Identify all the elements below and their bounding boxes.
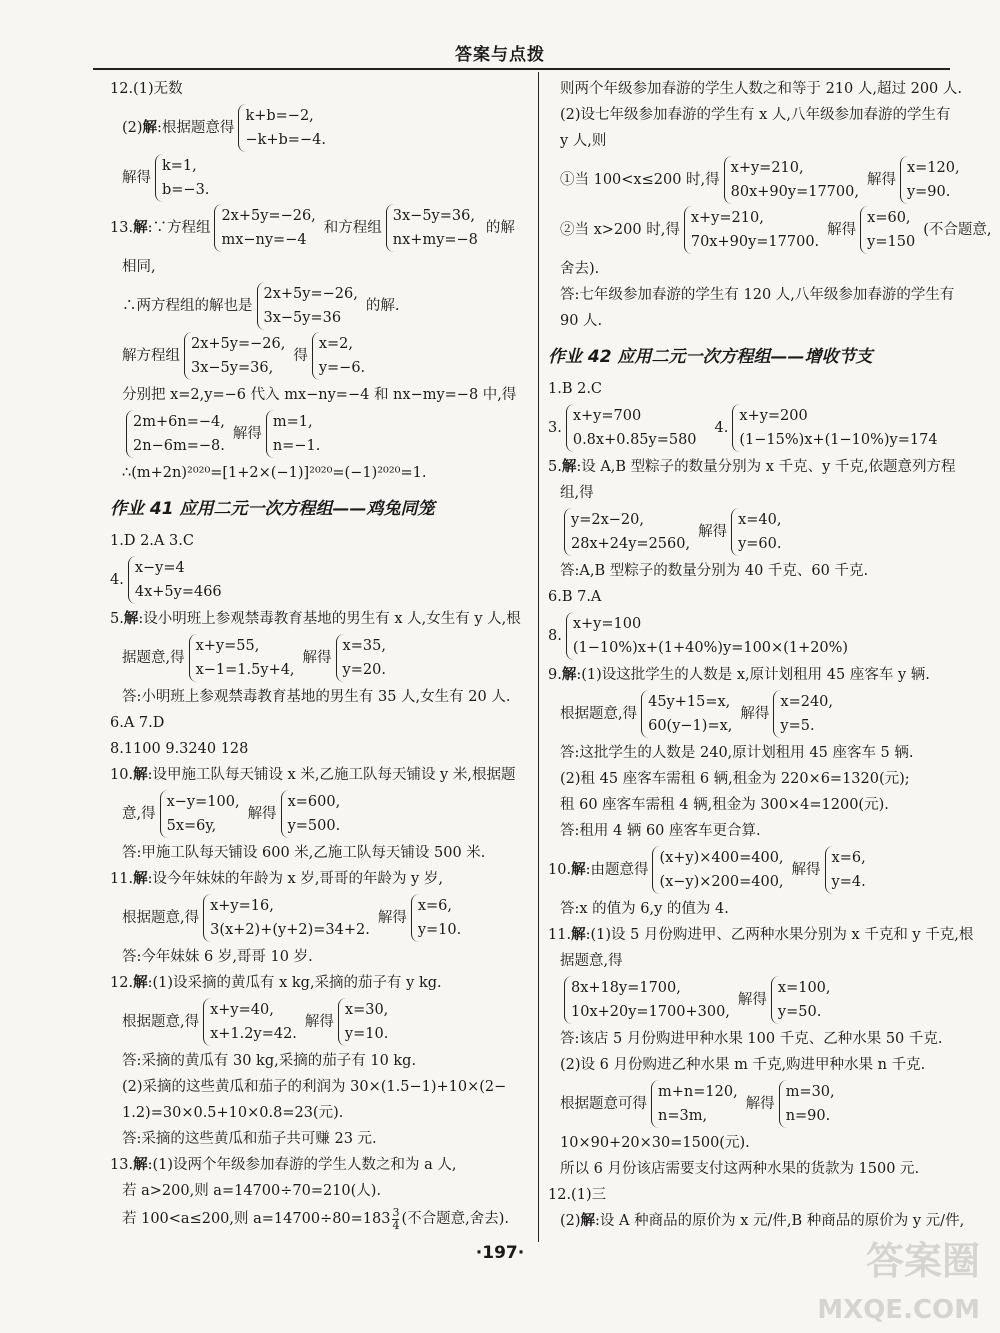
equation-system: x=60, y=150	[860, 206, 919, 254]
q13-step: 解方程组 2x+5y=−26, 3x−5y=36, 得 x=2, y=−6.	[110, 332, 530, 380]
equation-system: y=2x−20, 28x+24y=2560,	[564, 508, 694, 556]
equation-system: x=40, y=60.	[731, 508, 785, 556]
answer-text: 答:七年级参加春游的学生有 120 人,八年级参加春游的学生有	[560, 287, 955, 303]
answer-text: 所以 6 月份该店需要支付这两种水果的货款为 1500 元.	[560, 1161, 920, 1177]
answer-text: 据题意,得	[560, 953, 623, 969]
answer-9-eq: 根据题意,得 45y+15=x, 60(y−1)=x, 解得 x=240, y=5.	[548, 690, 968, 738]
answer-text: 答:该店 5 月份购进甲种水果 100 千克、乙种水果 50 千克.	[560, 1031, 943, 1047]
equation-system: 2m+6n=−4, 2n−6m=−8.	[126, 410, 229, 458]
q13-text: 相同,	[122, 259, 156, 275]
answer-11-eq: 8x+18y=1700, 10x+20y=1700+300, 解得 x=100, y=50.	[548, 976, 968, 1024]
q12-solution: 解得 k=1, b=−3.	[110, 154, 530, 202]
equation-system: 8x+18y=1700, 10x+20y=1700+300,	[564, 976, 734, 1024]
answer-text: 答:小明班上参观禁毒教育基地的男生有 35 人,女生有 20 人.	[122, 689, 511, 705]
answer-4: 4. x−y=4 4x+5y=466	[110, 556, 530, 604]
answer-text: 答:租用 4 辆 60 座客车更合算.	[560, 823, 761, 839]
answer-12-part2: (2)解:设 A 种商品的原价为 x 元/件,B 种商品的原价为 y 元/件,	[560, 1212, 965, 1229]
answer-8: 8. x+y=100 (1−10%)x+(1+40%)y=100×(1+20%)	[548, 612, 968, 660]
equation-system: x+y=55, x−1=1.5y+4,	[189, 634, 299, 682]
q13-intro: 13. 解 :∵方程组 2x+5y=−26, mx−ny=−4 和方程组 3x−5y=36, nx+my=−8 的解	[110, 204, 530, 252]
right-column	[548, 76, 992, 1234]
answer-text: 则两个年级参加春游的学生人数之和等于 210 人,超过 200 人.	[560, 81, 963, 97]
answer-line: 1.D 2.A 3.C	[110, 533, 194, 549]
equation-system: x+y=16, 3(x+2)+(y+2)=34+2.	[203, 894, 374, 942]
header-rule	[93, 68, 950, 70]
equation-system: 45y+15=x, 60(y−1)=x,	[641, 690, 736, 738]
answer-text: 答:采摘的这些黄瓜和茄子共可赚 23 元.	[122, 1131, 377, 1147]
equation-system: x=2, y=−6.	[312, 332, 369, 380]
equation-system: m=30, n=90.	[779, 1080, 839, 1128]
equation-system: x=35, y=20.	[336, 634, 390, 682]
answer-text: 答:x 的值为 6,y 的值为 4.	[560, 901, 729, 917]
equation-system: m+n=120, n=3m,	[651, 1080, 742, 1128]
watermark-logo: 答案圈 MXQE.COM	[817, 1239, 980, 1325]
page-number: ·197·	[475, 1243, 525, 1263]
answer-text: 答:这批学生的人数是 240,原计划租用 45 座客车 5 辆.	[560, 745, 914, 761]
answer-12-eq: 根据题意,得 x+y=40, x+1.2y=42. 解得 x=30, y=10.	[110, 998, 530, 1046]
answer-text: 租 60 座客车需租 4 辆,租金为 300×4=1200(元).	[560, 797, 889, 813]
left-column	[110, 76, 530, 1234]
equation-system: x=100, y=50.	[771, 976, 835, 1024]
q13-text: 分别把 x=2,y=−6 代入 mx−ny=−4 和 nx−my=−8 中,得	[122, 387, 517, 403]
q12-part2: (2) 解 :根据题意得 k+b=−2, −k+b=−4.	[110, 104, 530, 152]
equation-system: x+y=100 (1−10%)x+(1+40%)y=100×(1+20%)	[566, 612, 852, 660]
section-title-41: 作业 41 应用二元一次方程组——鸡兔同笼	[110, 499, 435, 519]
answer-text: (2)设七年级参加春游的学生有 x 人,八年级参加春游的学生有	[560, 107, 951, 123]
answer-line: 1.B 2.C	[548, 381, 603, 397]
q12-part1: 12.(1)无数	[110, 81, 183, 97]
column-divider	[538, 72, 539, 1242]
answer-5-eq: 据题意,得 x+y=55, x−1=1.5y+4, 解得 x=35, y=20.	[110, 634, 530, 682]
page-header: 答案与点拨	[455, 45, 545, 65]
answer-text: 1.2)=30×0.5+10×0.8=23(元).	[122, 1105, 344, 1121]
answer-text: (2)设 6 月份购进乙种水果 m 千克,购进甲种水果 n 千克.	[560, 1057, 926, 1073]
answer-line: 12.(1)三	[548, 1187, 607, 1203]
equation-system: x−y=4 4x+5y=466	[128, 556, 226, 604]
answer-12: 12.解:(1)设采摘的黄瓜有 x kg,采摘的茄子有 y kg.	[110, 974, 442, 991]
answer-text: 舍去).	[560, 261, 600, 277]
equation-system: 3x−5y=36, nx+my=−8	[386, 204, 482, 252]
equation-system: x=6, y=4.	[825, 846, 870, 894]
equation-system: x+y=210, 80x+90y=17700,	[724, 156, 863, 204]
equation-system: x=30, y=10.	[338, 998, 392, 1046]
answer-line: 8.1100 9.3240 128	[110, 741, 249, 757]
answer-5: 5.解:设 A,B 型粽子的数量分别为 x 千克、y 千克,依题意列方程	[548, 458, 956, 475]
answer-line: 6.A 7.D	[110, 715, 165, 731]
answer-text: 若 a>200,则 a=14700÷70=210(人).	[122, 1183, 382, 1199]
equation-system: k=1, b=−3.	[155, 154, 213, 202]
answer-10: 10.解:设甲施工队每天铺设 x 米,乙施工队每天铺设 y 米,根据题	[110, 766, 516, 783]
answer-11-eq: 根据题意,得 x+y=16, 3(x+2)+(y+2)=34+2. 解得 x=6, y=10.	[110, 894, 530, 942]
q13-conclusion: ∴(m+2n)²⁰²⁰=[1+2×(−1)]²⁰²⁰=(−1)²⁰²⁰=1.	[122, 465, 427, 481]
equation-system: x=120, y=90.	[900, 156, 964, 204]
fraction: $\frac{3}{4}$	[392, 1205, 400, 1232]
answer-5: 5.解:设小明班上参观禁毒教育基地的男生有 x 人,女生有 y 人,根	[110, 610, 521, 627]
answer-11-eq2: 根据题意可得 m+n=120, n=3m, 解得 m=30, n=90.	[548, 1080, 968, 1128]
answer-text: 10×90+20×30=1500(元).	[560, 1135, 750, 1151]
answer-13-frac: 若 100<a≤200,则 a=14700÷80=183 $\frac{3}{4}$ (不合题意,舍去).	[122, 1205, 510, 1232]
answer-text: 答:A,B 型粽子的数量分别为 40 千克、60 千克.	[560, 563, 869, 579]
answer-text: (2)租 45 座客车需租 6 辆,租金为 220×6=1320(元);	[560, 771, 910, 787]
answer-text: y 人,则	[560, 133, 607, 149]
equation-system: x−y=100, 5x=6y,	[160, 790, 244, 838]
answer-5-eq: y=2x−20, 28x+24y=2560, 解得 x=40, y=60.	[548, 508, 968, 556]
answer-10: 10. 解 :由题意得 (x+y)×400=400, (x−y)×200=400, 解得 x=6, y=4.	[548, 846, 968, 894]
answer-11: 11.解:(1)设 5 月份购进甲、乙两种水果分别为 x 千克和 y 千克,根	[548, 926, 974, 943]
section-title-42: 作业 42 应用二元一次方程组——增收节支	[548, 347, 873, 367]
answer-11: 11.解:设今年妹妹的年龄为 x 岁,哥哥的年龄为 y 岁,	[110, 870, 443, 887]
answer-9: 9.解:(1)设这批学生的人数是 x,原计划租用 45 座客车 y 辆.	[548, 666, 930, 683]
equation-system: x=6, y=10.	[411, 894, 465, 942]
equation-system: x+y=700 0.8x+0.85y=580	[566, 404, 701, 452]
equation-system: x=240, y=5.	[773, 690, 837, 738]
equation-system: (x+y)×400=400, (x−y)×200=400,	[652, 846, 787, 894]
answer-10-eq: 意,得 x−y=100, 5x=6y, 解得 x=600, y=500.	[110, 790, 530, 838]
q13-step: ∴两方程组的解也是 2x+5y=−26, 3x−5y=36 的解.	[110, 282, 530, 330]
equation-system: 2x+5y=−26, 3x−5y=36,	[184, 332, 289, 380]
equation-system: 2x+5y=−26, 3x−5y=36	[257, 282, 362, 330]
case-1: ①当 100<x≤200 时,得 x+y=210, 80x+90y=17700, 解得 x=120, y=90.	[548, 156, 968, 204]
answer-line: 6.B 7.A	[548, 589, 602, 605]
answer-13: 13.解:(1)设两个年级参加春游的学生人数之和为 a 人,	[110, 1156, 457, 1173]
answer-text: (2)采摘的这些黄瓜和茄子的利润为 30×(1.5−1)+10×(2−	[122, 1079, 507, 1095]
equation-system: x+y=200 (1−15%)x+(1−10%)y=174	[732, 404, 941, 452]
answer-text: 90 人.	[560, 313, 603, 329]
answer-text: 答:甲施工队每天铺设 600 米,乙施工队每天铺设 500 米.	[122, 845, 486, 861]
equation-system: x+y=210, 70x+90y=17700.	[684, 206, 823, 254]
case-2: ②当 x>200 时,得 x+y=210, 70x+90y=17700. 解得 x=60, y=150 (不合题意,	[548, 206, 968, 254]
equation-system: x+y=40, x+1.2y=42.	[203, 998, 301, 1046]
answer-text: 组,得	[560, 485, 594, 501]
q13-step: 2m+6n=−4, 2n−6m=−8. 解得 m=1, n=−1.	[110, 410, 530, 458]
answer-3-4: 3. x+y=700 0.8x+0.85y=580 4. x+y=200 (1−15%)x+(1−10%)y=174	[548, 404, 968, 452]
equation-system: 2x+5y=−26, mx−ny=−4	[214, 204, 319, 252]
equation-system: x=600, y=500.	[281, 790, 345, 838]
answer-text: 答:采摘的黄瓜有 30 kg,采摘的茄子有 10 kg.	[122, 1053, 417, 1069]
equation-system: m=1, n=−1.	[266, 410, 324, 458]
equation-system: k+b=−2, −k+b=−4.	[238, 104, 330, 152]
answer-text: 答:今年妹妹 6 岁,哥哥 10 岁.	[122, 949, 313, 965]
